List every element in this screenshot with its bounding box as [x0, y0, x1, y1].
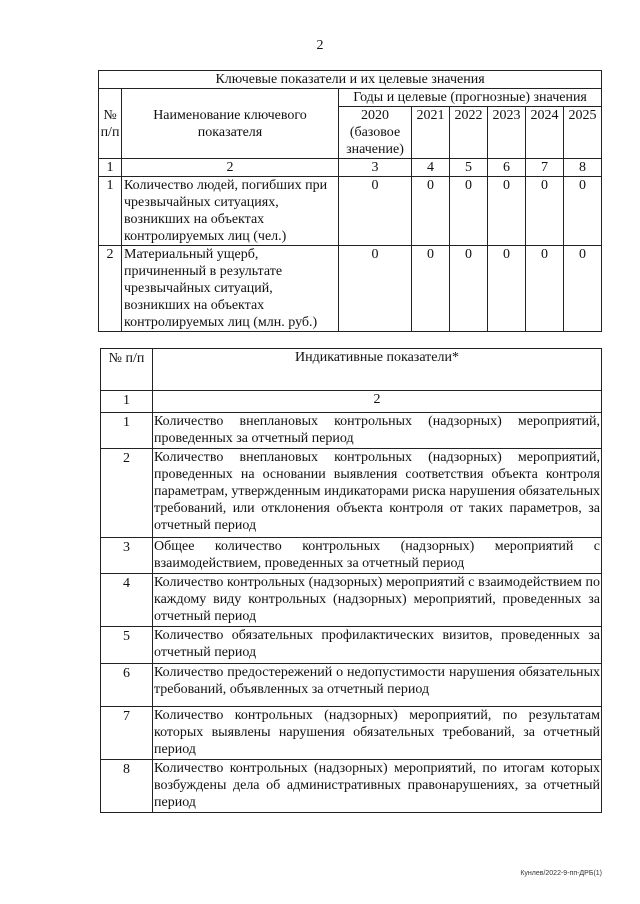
key-year-header: 2021	[412, 107, 450, 159]
ind-index-cell: 2	[153, 391, 602, 413]
table-row	[101, 574, 602, 627]
indicator-value: 0	[488, 246, 526, 332]
key-index-cell: 6	[488, 159, 526, 177]
key-index-cell: 4	[412, 159, 450, 177]
indicator-text: Количество контрольных (надзорных) мероприятий, по результатам которых выявлены нарушения обязательных требований, за отчетный период	[153, 707, 602, 760]
table-row	[101, 449, 602, 538]
indicator-value: 0	[339, 246, 412, 332]
ind-index-cell: 1	[101, 391, 153, 413]
key-index-cell: 5	[450, 159, 488, 177]
row-number: 6	[101, 664, 153, 707]
row-number: 8	[101, 760, 153, 813]
key-index-cell: 2	[122, 159, 339, 177]
table-row	[101, 760, 602, 813]
table-row	[99, 246, 602, 332]
row-number: 1	[101, 413, 153, 449]
indicator-value: 0	[450, 246, 488, 332]
ind-col-no-header: № п/п	[101, 349, 153, 391]
row-number: 1	[99, 177, 122, 246]
document-code: Кунлев/2022-9-пп-ДРБ(1)	[520, 870, 602, 877]
key-year-header: 2024	[526, 107, 564, 159]
row-number: 2	[101, 449, 153, 538]
key-years-header: Годы и целевые (прогнозные) значения	[339, 89, 602, 107]
indicator-text: Количество контрольных (надзорных) мероприятий, по итогам которых возбуждены дела об административных правонарушениях, за отчетный период	[153, 760, 602, 813]
indicator-value: 0	[526, 177, 564, 246]
table-row	[101, 413, 602, 449]
indicator-text: Количество предостережений о недопустимости нарушения обязательных требований, объявленных за отчетный период	[153, 664, 602, 707]
indicator-value: 0	[450, 177, 488, 246]
indicator-text: Общее количество контрольных (надзорных) мероприятий с взаимодействием, проведенных за отчетный период	[153, 538, 602, 574]
key-table-title: Ключевые показатели и их целевые значения	[99, 71, 602, 89]
indicator-value: 0	[564, 177, 602, 246]
table-row	[101, 627, 602, 664]
key-indicators-table	[98, 70, 602, 332]
indicative-indicators-table	[100, 348, 602, 813]
key-year-header: 2022	[450, 107, 488, 159]
indicator-text: Количество внеплановых контрольных (надзорных) мероприятий, проведенных на основании выявления соответствия объекта контроля параметрам, утвержденным индикаторами риска нарушения обязательных требований, или отклонения объекта контроля от таких параметров, за отчетный период	[153, 449, 602, 538]
key-index-cell: 1	[99, 159, 122, 177]
indicator-value: 0	[564, 246, 602, 332]
key-base-year-header: 2020 (базовое значение)	[339, 107, 412, 159]
indicator-name: Материальный ущерб, причиненный в результате чрезвычайных ситуаций, возникших на объектах контролируемых лиц (млн. руб.)	[122, 246, 339, 332]
table-row	[99, 177, 602, 246]
indicator-text: Количество внеплановых контрольных (надзорных) мероприятий, проведенных за отчетный период	[153, 413, 602, 449]
indicator-text: Количество контрольных (надзорных) мероприятий с взаимодействием по каждому виду контрольных (надзорных) мероприятий, проведенных за отчетный период	[153, 574, 602, 627]
table-row	[101, 664, 602, 707]
row-number: 4	[101, 574, 153, 627]
key-index-cell: 8	[564, 159, 602, 177]
table-row	[101, 538, 602, 574]
key-year-header: 2023	[488, 107, 526, 159]
key-index-cell: 3	[339, 159, 412, 177]
indicator-value: 0	[412, 246, 450, 332]
key-col-no-header: № п/п	[99, 89, 122, 159]
ind-col-name-header: Индикативные показатели*	[153, 349, 602, 391]
key-col-name-header: Наименование ключевого показателя	[122, 89, 339, 159]
key-year-header: 2025	[564, 107, 602, 159]
row-number: 5	[101, 627, 153, 664]
row-number: 7	[101, 707, 153, 760]
indicator-text: Количество обязательных профилактических визитов, проведенных за отчетный период	[153, 627, 602, 664]
key-index-cell: 7	[526, 159, 564, 177]
indicator-value: 0	[526, 246, 564, 332]
row-number: 3	[101, 538, 153, 574]
indicator-name: Количество людей, погибших при чрезвычайных ситуациях, возникших на объектах контролируемых лиц (чел.)	[122, 177, 339, 246]
indicator-value: 0	[339, 177, 412, 246]
indicator-value: 0	[412, 177, 450, 246]
page-number: 2	[316, 38, 324, 53]
indicator-value: 0	[488, 177, 526, 246]
table-row	[101, 707, 602, 760]
row-number: 2	[99, 246, 122, 332]
